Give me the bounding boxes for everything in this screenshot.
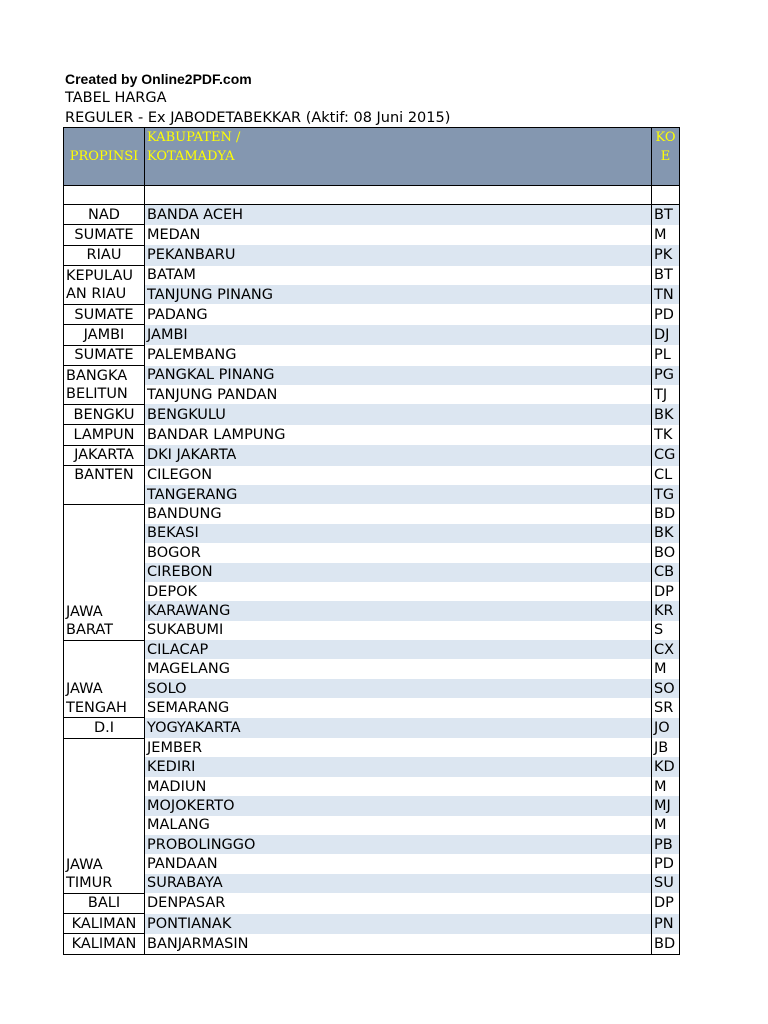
blank-row — [64, 186, 680, 205]
column-header-kabupaten-line1: KABUPATEN / — [147, 130, 241, 145]
table-row — [64, 425, 680, 445]
table-row — [64, 485, 680, 504]
kode-cell: BO — [652, 543, 680, 562]
kabupaten-cell: BANDUNG — [145, 504, 652, 523]
table-row — [64, 659, 680, 678]
table-row — [64, 777, 680, 796]
kabupaten-cell: DKI JAKARTA — [145, 445, 652, 465]
table-row — [64, 563, 680, 582]
kabupaten-cell: CILACAP — [145, 640, 652, 659]
kode-cell: BD — [652, 934, 680, 954]
table-row — [64, 698, 680, 717]
kode-cell: TJ — [652, 385, 680, 404]
column-header-kode — [652, 128, 680, 186]
table-row — [64, 524, 680, 543]
kabupaten-cell: PROBOLINGGO — [145, 835, 652, 854]
price-table — [63, 127, 680, 955]
propinsi-cell: KALIMAN — [64, 914, 145, 934]
table-row — [64, 304, 680, 324]
document-subtitle: REGULER - Ex JABODETABEKKAR (Aktif: 08 Juni 2015) — [65, 110, 451, 126]
kode-cell: CG — [652, 445, 680, 465]
kode-cell: TK — [652, 425, 680, 445]
propinsi-cell: BANGKA BELITUN — [64, 366, 145, 405]
table-row — [64, 640, 680, 659]
propinsi-cell: SUMATE — [64, 304, 145, 324]
kode-cell: M — [652, 777, 680, 796]
kabupaten-cell: MADIUN — [145, 777, 652, 796]
kabupaten-cell: JAMBI — [145, 325, 652, 345]
kabupaten-cell: BEKASI — [145, 524, 652, 543]
kode-cell: SO — [652, 679, 680, 698]
propinsi-cell: D.I — [64, 718, 145, 738]
propinsi-cell: JAWA TENGAH — [64, 640, 145, 718]
kabupaten-cell: SOLO — [145, 679, 652, 698]
document-title: TABEL HARGA — [65, 90, 167, 106]
table-row — [64, 325, 680, 345]
kode-cell: BK — [652, 404, 680, 424]
propinsi-cell: BANTEN — [64, 466, 145, 505]
kabupaten-cell: BATAM — [145, 266, 652, 285]
kode-cell: MJ — [652, 796, 680, 815]
propinsi-cell: KEPULAU AN RIAU — [64, 266, 145, 305]
blank-cell — [652, 186, 680, 205]
kabupaten-cell: MAGELANG — [145, 659, 652, 678]
table-row — [64, 582, 680, 601]
table-body — [64, 186, 680, 955]
table-row — [64, 266, 680, 285]
kode-cell: PG — [652, 366, 680, 385]
kabupaten-cell: PALEMBANG — [145, 345, 652, 365]
kabupaten-cell: SUKABUMI — [145, 621, 652, 640]
propinsi-cell: BENGKU — [64, 404, 145, 424]
kabupaten-cell: TANJUNG PANDAN — [145, 385, 652, 404]
kabupaten-cell: KEDIRI — [145, 757, 652, 776]
table-row — [64, 893, 680, 913]
kode-cell: SU — [652, 874, 680, 893]
kabupaten-cell: TANJUNG PINANG — [145, 285, 652, 304]
table-row — [64, 543, 680, 562]
table-row — [64, 816, 680, 835]
kabupaten-cell: MEDAN — [145, 225, 652, 245]
kabupaten-cell: KARAWANG — [145, 601, 652, 620]
table-row — [64, 874, 680, 893]
propinsi-cell: RIAU — [64, 245, 145, 265]
kabupaten-cell: BANDA ACEH — [145, 205, 652, 225]
table-row — [64, 621, 680, 640]
kode-cell: CB — [652, 563, 680, 582]
kode-cell: PD — [652, 304, 680, 324]
kode-cell: BK — [652, 524, 680, 543]
table-row — [64, 854, 680, 873]
kabupaten-cell: PONTIANAK — [145, 914, 652, 934]
kabupaten-cell: BOGOR — [145, 543, 652, 562]
table-row — [64, 385, 680, 404]
column-header-kabupaten-line2: KOTAMADYA — [147, 149, 235, 164]
propinsi-cell: KALIMAN — [64, 934, 145, 954]
table-row — [64, 445, 680, 465]
table-row — [64, 934, 680, 954]
kode-cell: KR — [652, 601, 680, 620]
kabupaten-cell: TANGERANG — [145, 485, 652, 504]
propinsi-cell: SUMATE — [64, 345, 145, 365]
column-header-kode-line1: KO — [655, 130, 676, 145]
propinsi-cell: JAWA BARAT — [64, 504, 145, 640]
propinsi-cell: SUMATE — [64, 225, 145, 245]
table-row — [64, 835, 680, 854]
kabupaten-cell: PANDAAN — [145, 854, 652, 873]
table-row — [64, 504, 680, 523]
kode-cell: BT — [652, 266, 680, 285]
table-row — [64, 404, 680, 424]
kode-cell: TG — [652, 485, 680, 504]
kabupaten-cell: DENPASAR — [145, 893, 652, 913]
table-row — [64, 225, 680, 245]
table-row — [64, 679, 680, 698]
kode-cell: JB — [652, 738, 680, 757]
kode-cell: PD — [652, 854, 680, 873]
kode-cell: TN — [652, 285, 680, 304]
table-row — [64, 466, 680, 485]
kabupaten-cell: YOGYAKARTA — [145, 718, 652, 738]
kode-cell: PK — [652, 245, 680, 265]
table-row — [64, 245, 680, 265]
propinsi-cell: JAWA TIMUR — [64, 738, 145, 893]
kode-cell: CL — [652, 466, 680, 485]
kode-cell: PL — [652, 345, 680, 365]
propinsi-cell: JAMBI — [64, 325, 145, 345]
kode-cell: DJ — [652, 325, 680, 345]
table-row — [64, 345, 680, 365]
kode-cell: JO — [652, 718, 680, 738]
table-row — [64, 205, 680, 225]
kabupaten-cell: PEKANBARU — [145, 245, 652, 265]
table-row — [64, 738, 680, 757]
kabupaten-cell: BANJARMASIN — [145, 934, 652, 954]
created-by-label: Created by Online2PDF.com — [65, 71, 252, 87]
kabupaten-cell: SEMARANG — [145, 698, 652, 717]
table-row — [64, 914, 680, 934]
kabupaten-cell: CIREBON — [145, 563, 652, 582]
propinsi-cell: BALI — [64, 893, 145, 913]
kode-cell: M — [652, 659, 680, 678]
kode-cell: S — [652, 621, 680, 640]
kode-cell: M — [652, 225, 680, 245]
kode-cell: KD — [652, 757, 680, 776]
kabupaten-cell: PADANG — [145, 304, 652, 324]
column-header-kabupaten — [145, 128, 652, 186]
kabupaten-cell: BENGKULU — [145, 404, 652, 424]
kode-cell: SR — [652, 698, 680, 717]
kabupaten-cell: MOJOKERTO — [145, 796, 652, 815]
table-row — [64, 757, 680, 776]
kode-cell: PN — [652, 914, 680, 934]
kabupaten-cell: JEMBER — [145, 738, 652, 757]
kabupaten-cell: MALANG — [145, 816, 652, 835]
propinsi-cell: LAMPUN — [64, 425, 145, 445]
column-header-propinsi: PROPINSI — [64, 128, 145, 186]
blank-cell — [145, 186, 652, 205]
kabupaten-cell: PANGKAL PINANG — [145, 366, 652, 385]
kode-cell: CX — [652, 640, 680, 659]
column-header-kode-line2: E — [660, 149, 671, 164]
table-row — [64, 601, 680, 620]
kode-cell: BD — [652, 504, 680, 523]
kode-cell: PB — [652, 835, 680, 854]
kabupaten-cell: CILEGON — [145, 466, 652, 485]
table-row — [64, 718, 680, 738]
propinsi-cell: JAKARTA — [64, 445, 145, 465]
kode-cell: M — [652, 816, 680, 835]
table-row — [64, 366, 680, 385]
kabupaten-cell: SURABAYA — [145, 874, 652, 893]
kode-cell: DP — [652, 582, 680, 601]
table-row — [64, 796, 680, 815]
propinsi-cell: NAD — [64, 205, 145, 225]
blank-cell — [64, 186, 145, 205]
kode-cell: BT — [652, 205, 680, 225]
kabupaten-cell: BANDAR LAMPUNG — [145, 425, 652, 445]
table-row — [64, 285, 680, 304]
table-header-row — [64, 128, 680, 186]
kabupaten-cell: DEPOK — [145, 582, 652, 601]
kode-cell: DP — [652, 893, 680, 913]
